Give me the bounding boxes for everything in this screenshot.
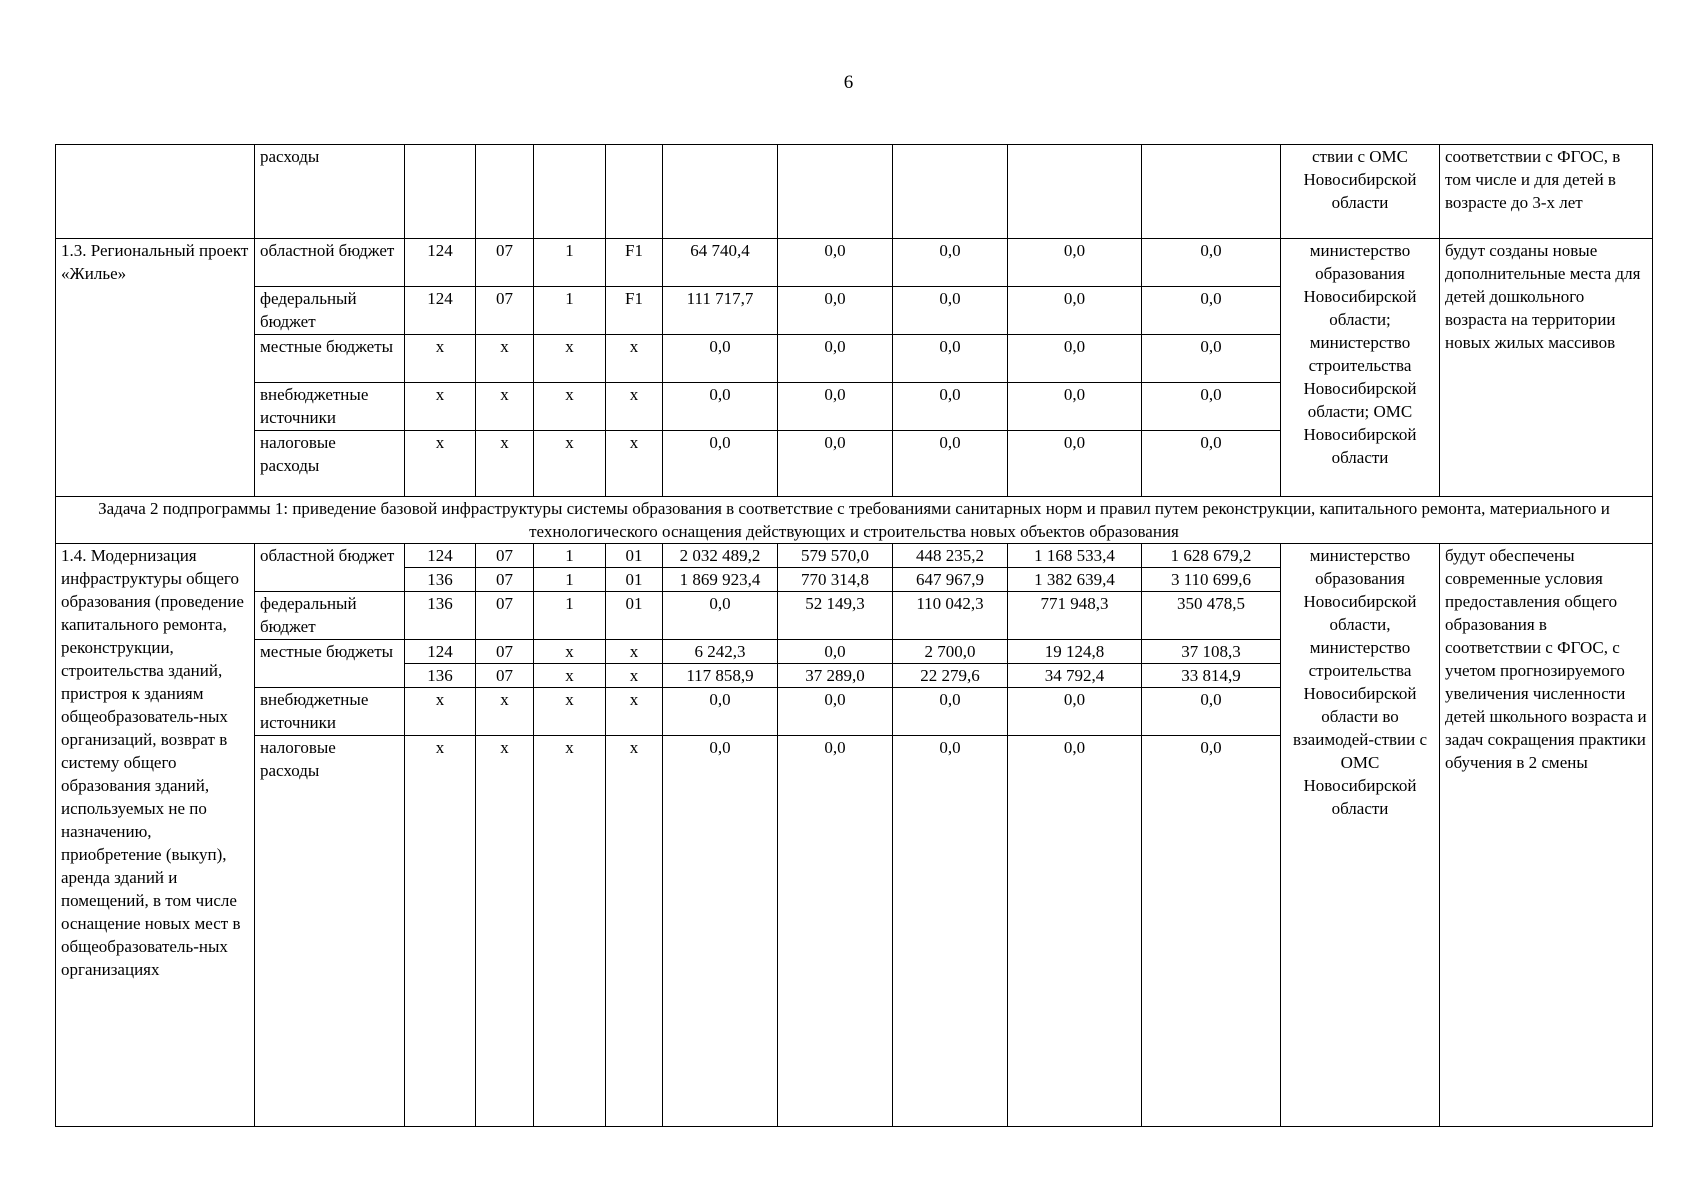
source-cell: внебюджетные источники <box>255 383 405 431</box>
table-row: внебюджетные источники х х х х 0,0 0,0 0,0 0,0 0,0 <box>56 383 1653 431</box>
table-row: 1.4. Модернизация инфраструктуры общего образования (проведение капитального ремонта, реконструкции, строительства зданий, пристроя к зданиям общеобразователь-ных организаций, возврат в систему общего образования зданий, используемых не по назначению, приобретение (выкуп), аренда зданий и помещений, в том числе оснащение новых мест в общеобразователь-ных организациях областной бюджет 124 07 1 01 2 032 489,2 579 570,0 448 235,2 1 168 533,4 1 628 679,2 министерство образования Новосибирской области, министерство строительства Новосибирской области во взаимодей-ствии с ОМС Новосибирской области будут обеспечены современные условия предоставления общего образования в соответствии с ФГОС, с учетом прогнозируемого увеличения численности детей школьного возраста и задач сокращения практики обучения в 2 смены <box>56 544 1653 568</box>
table-row <box>56 497 1653 544</box>
table-row: налоговые расходы х х х х 0,0 0,0 0,0 0,0 0,0 <box>56 431 1653 497</box>
result-cell: соответствии с ФГОС, в том числе и для детей в возрасте до 3-х лет <box>1440 145 1653 239</box>
subprogram-table <box>55 144 1653 1127</box>
source-cell: областной бюджет <box>255 544 405 592</box>
table-row: федеральный бюджет 124 07 1 F1 111 717,7 0,0 0,0 0,0 0,0 <box>56 287 1653 335</box>
source-cell: внебюджетные источники <box>255 688 405 736</box>
table-row: местные бюджеты 124 07 х х 6 242,3 0,0 2 700,0 19 124,8 37 108,3 <box>56 640 1653 664</box>
table-row: 136 07 1 01 1 869 923,4 770 314,8 647 967,9 1 382 639,4 3 110 699,6 <box>56 568 1653 592</box>
executor-cell: министерство образования Новосибирской области, министерство строительства Новосибирской области во взаимодей-ствии с ОМС Новосибирской области <box>1281 544 1440 1127</box>
table-row: 1.3. Региональный проект «Жилье» областной бюджет 124 07 1 F1 64 740,4 0,0 0,0 0,0 0,0 министерство образования Новосибирской области; министерство строительства Новосибирской области; ОМС Новосибирской области будут созданы новые дополнительные места для детей дошкольного возраста на территории новых жилых массивов <box>56 239 1653 287</box>
project-name: 1.3. Региональный проект «Жилье» <box>56 239 255 497</box>
source-cell: местные бюджеты <box>255 640 405 688</box>
project-name: 1.4. Модернизация инфраструктуры общего образования (проведение капитального ремонта, реконструкции, строительства зданий, пристроя к зданиям общеобразователь-ных организаций, возврат в систему общего образования зданий, используемых не по назначению, приобретение (выкуп), аренда зданий и помещений, в том числе оснащение новых мест в общеобразователь-ных организациях <box>56 544 255 1127</box>
result-cell: будут созданы новые дополнительные места для детей дошкольного возраста на территории новых жилых массивов <box>1440 239 1653 497</box>
result-cell: будут обеспечены современные условия предоставления общего образования в соответствии с ФГОС, с учетом прогнозируемого увеличения численности детей школьного возраста и задач сокращения практики обучения в 2 смены <box>1440 544 1653 1127</box>
table-row: внебюджетные источники х х х х 0,0 0,0 0,0 0,0 0,0 <box>56 688 1653 736</box>
table-row <box>56 145 1653 239</box>
executor-cell: министерство образования Новосибирской области; министерство строительства Новосибирской области; ОМС Новосибирской области <box>1281 239 1440 497</box>
source-cell: областной бюджет <box>255 239 405 287</box>
executor-cell: ствии с ОМС Новосибирской области <box>1281 145 1440 239</box>
source-cell: налоговые расходы <box>255 431 405 497</box>
page-number: 6 <box>843 72 854 93</box>
source-cell: федеральный бюджет <box>255 287 405 335</box>
table-row: федеральный бюджет 136 07 1 01 0,0 52 149,3 110 042,3 771 948,3 350 478,5 <box>56 592 1653 640</box>
table-row: 136 07 х х 117 858,9 37 289,0 22 279,6 34 792,4 33 814,9 <box>56 664 1653 688</box>
source-cell: местные бюджеты <box>255 335 405 383</box>
table-row: местные бюджеты х х х х 0,0 0,0 0,0 0,0 0,0 <box>56 335 1653 383</box>
task-title: Задача 2 подпрограммы 1: приведение базовой инфраструктуры системы образования в соответствие с требованиями санитарных норм и правил путем реконструкции, капитального ремонта, материального и технологического оснащения действующих и строительства новых объектов образования <box>56 497 1653 544</box>
table-row: налоговые расходы х х х х 0,0 0,0 0,0 0,0 0,0 <box>56 736 1653 1127</box>
source-cell: налоговые расходы <box>255 736 405 1127</box>
source-cell: федеральный бюджет <box>255 592 405 640</box>
source-cell: расходы <box>255 145 405 239</box>
